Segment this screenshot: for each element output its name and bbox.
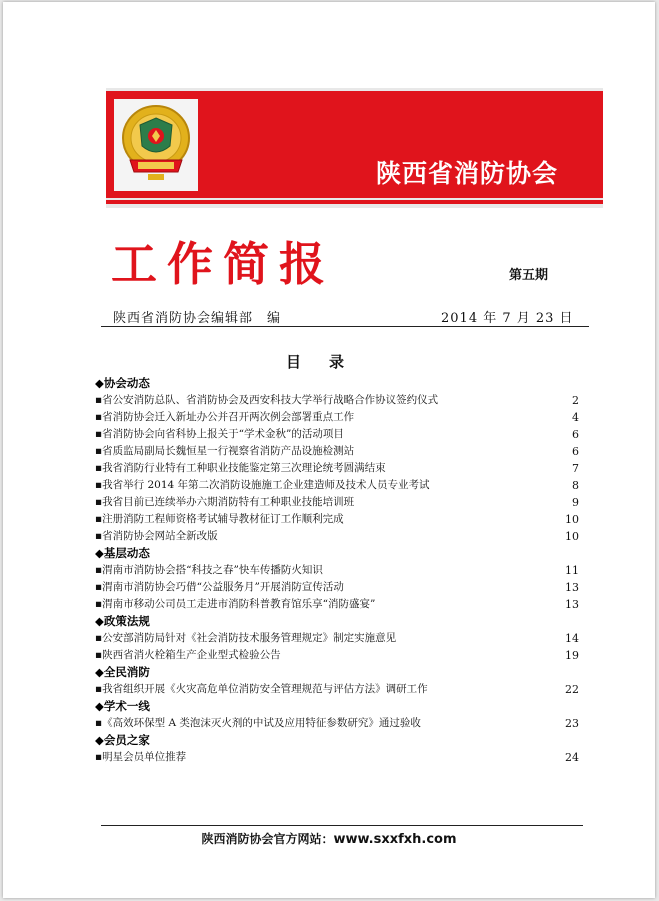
- toc-page-number: 14: [565, 632, 579, 645]
- toc-entry[interactable]: [95, 647, 579, 664]
- toc-entry[interactable]: [95, 477, 579, 494]
- toc-entry-text: ▪省消防协会迁入新址办公并召开两次例会部署重点工作: [95, 411, 355, 423]
- toc-entry-text: ▪我省目前已连续举办六期消防特有工种职业技能培训班: [95, 496, 355, 508]
- toc-entry[interactable]: [95, 681, 579, 698]
- toc-page-number: 9: [572, 496, 579, 509]
- toc-entry-text: ▪渭南市消防协会搭“科技之春”快车传播防火知识: [95, 564, 323, 576]
- toc-entry[interactable]: [95, 426, 579, 443]
- toc-page-number: 7: [572, 462, 579, 475]
- toc-entry-text: ▪渭南市移动公司员工走进市消防科普教育馆乐享“消防盛宴”: [95, 598, 376, 610]
- toc-entry[interactable]: [95, 494, 579, 511]
- banner-underline: [106, 200, 603, 204]
- toc-page-number: 10: [565, 513, 579, 526]
- toc-section-heading: ◆学术一线: [95, 699, 150, 713]
- toc-entry-text: ▪陕西省消火栓箱生产企业型式检验公告: [95, 649, 281, 661]
- toc-page-number: 11: [565, 564, 579, 577]
- toc-page-number: 13: [565, 581, 579, 594]
- toc-entry[interactable]: [95, 749, 579, 766]
- toc-section-heading: ◆全民消防: [95, 665, 150, 679]
- toc-entry[interactable]: [95, 596, 579, 613]
- toc-page-number: 4: [572, 411, 579, 424]
- toc-page-number: 6: [572, 445, 579, 458]
- toc-entry[interactable]: [95, 630, 579, 647]
- toc-entry-text: ▪明星会员单位推荐: [95, 751, 187, 763]
- toc-entry[interactable]: [95, 579, 579, 596]
- publish-date: 2014 年 7 月 23 日: [441, 311, 574, 326]
- toc-entry-text: ▪我省组织开展《火灾高危单位消防安全管理规范与评估方法》调研工作: [95, 683, 428, 695]
- toc-section-heading: ◆协会动态: [95, 376, 150, 390]
- toc-entry-text: ▪公安部消防局针对《社会消防技术服务管理规定》制定实施意见: [95, 632, 397, 644]
- toc-entry-text: ▪省消防协会网站全新改版: [95, 530, 218, 542]
- footer-divider: [101, 825, 583, 826]
- document-page: [3, 2, 655, 898]
- red-banner: [106, 91, 603, 198]
- toc-entry[interactable]: [95, 460, 579, 477]
- toc-entry[interactable]: [95, 715, 579, 732]
- toc-page-number: 13: [565, 598, 579, 611]
- toc-title: 目录: [285, 353, 372, 371]
- association-emblem-icon: [114, 99, 198, 191]
- table-of-contents: [95, 375, 579, 766]
- footer-website: [3, 830, 655, 847]
- toc-entry-text: ▪省质监局副局长魏恒星一行视察省消防产品设施检测站: [95, 445, 355, 457]
- website-url[interactable]: www.sxxfxh.com: [333, 832, 457, 847]
- toc-section-heading: ◆基层动态: [95, 546, 150, 560]
- editor-line: 陕西省消防协会编辑部 编: [113, 311, 282, 326]
- toc-section-heading: ◆政策法规: [95, 614, 150, 628]
- toc-section-heading: ◆会员之家: [95, 733, 150, 747]
- toc-entry[interactable]: [95, 409, 579, 426]
- toc-page-number: 24: [565, 751, 579, 764]
- website-label: 陕西消防协会官方网站：: [201, 832, 334, 846]
- toc-entry[interactable]: [95, 443, 579, 460]
- toc-page-number: 8: [572, 479, 579, 492]
- toc-entry-text: ▪省消防协会向省科协上报关于“学术金秋”的活动项目: [95, 428, 344, 440]
- toc-entry[interactable]: [95, 562, 579, 579]
- issue-number: 第五期: [509, 268, 549, 283]
- toc-entry[interactable]: [95, 528, 579, 545]
- toc-entry-text: ▪我省消防行业特有工种职业技能鉴定第三次理论统考圆满结束: [95, 462, 386, 474]
- toc-entry-text: ▪省公安消防总队、省消防协会及西安科技大学举行战略合作协议签约仪式: [95, 394, 439, 406]
- toc-page-number: 10: [565, 530, 579, 543]
- toc-entry[interactable]: [95, 392, 579, 409]
- toc-page-number: 19: [565, 649, 579, 662]
- toc-entry-text: ▪渭南市消防协会巧借“公益服务月”开展消防宣传活动: [95, 581, 344, 593]
- organization-name: 陕西省消防协会: [376, 159, 559, 188]
- toc-entry-text: ▪注册消防工程师资格考试辅导教材征订工作顺利完成: [95, 513, 344, 525]
- toc-entry-text: ▪《高效环保型 A 类泡沫灭火剂的中试及应用特征参数研究》通过验收: [95, 717, 421, 729]
- header-divider: [101, 326, 589, 327]
- toc-entry-text: ▪我省举行 2014 年第二次消防设施施工企业建造师及技术人员专业考试: [95, 479, 430, 491]
- toc-page-number: 2: [572, 394, 579, 407]
- toc-entry[interactable]: [95, 511, 579, 528]
- bulletin-title: 工作简报: [111, 237, 335, 291]
- toc-page-number: 6: [572, 428, 579, 441]
- toc-page-number: 22: [565, 683, 579, 696]
- header-banner: [106, 88, 603, 208]
- toc-page-number: 23: [565, 717, 579, 730]
